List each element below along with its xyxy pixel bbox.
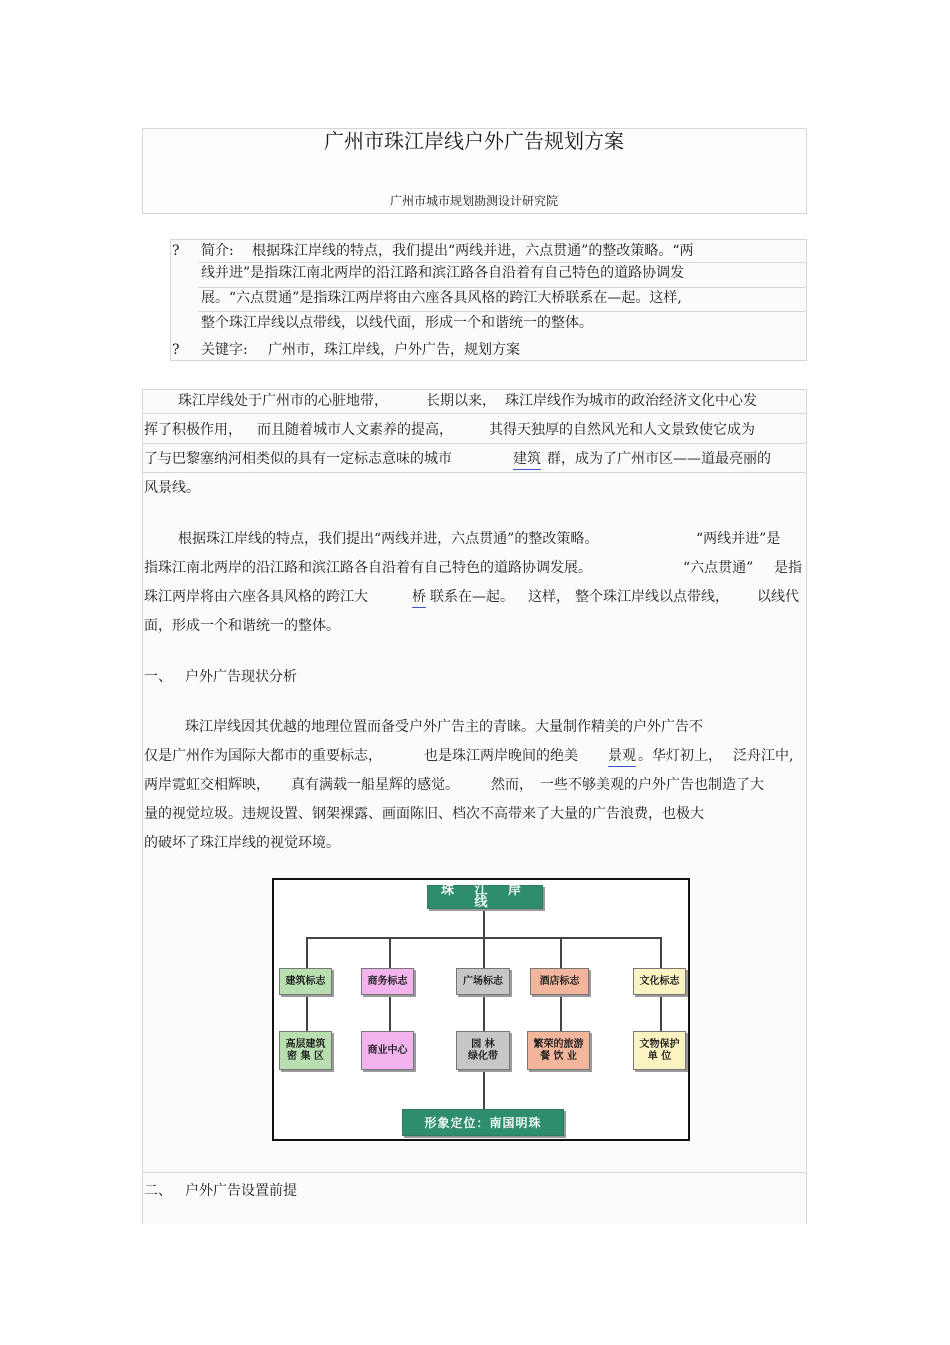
intro-line: 根据珠江岸线的特点，我们提出“两线并进，六点贯通”的整改策略。“两 <box>252 243 694 259</box>
diagram-category-node: 建筑标志 <box>279 968 332 995</box>
paragraph-text: “两线并进”是 <box>696 531 781 547</box>
paragraph-text: 然而， <box>491 777 533 793</box>
divider <box>142 472 807 473</box>
connector-line <box>483 910 485 938</box>
diagram-detail-node: 园 林 绿化带 <box>456 1031 510 1070</box>
paragraph-text: 泛舟江中, <box>733 748 794 764</box>
section-heading: 户外广告现状分析 <box>185 669 297 685</box>
paragraph-text: 两岸霓虹交相辉映， <box>144 777 270 793</box>
divider <box>142 443 807 444</box>
paragraph-text: 其得天独厚的自然风光和人文景致使它成为 <box>489 422 755 438</box>
page-title: 广州市珠江岸线户外广告规划方案 <box>324 129 624 153</box>
diagram-root-node: 珠 江 岸 线 <box>427 885 543 909</box>
structure-diagram <box>272 878 690 1141</box>
hyperlink-building[interactable]: 建筑 <box>513 450 541 470</box>
paragraph-text: 风景线。 <box>144 480 200 496</box>
diagram-category-node: 文化标志 <box>633 968 686 995</box>
divider <box>142 1172 807 1173</box>
paragraph-text: 了与巴黎塞纳河相类似的具有一定标志意味的城市 <box>144 451 452 467</box>
keywords-label: 关键字: <box>201 342 248 358</box>
diagram-detail-node: 高层建筑 密 集 区 <box>279 1031 332 1070</box>
connector-line <box>660 937 662 969</box>
hyperlink-bridge[interactable]: 桥 <box>412 588 426 608</box>
section-number: 一、 <box>144 669 172 685</box>
paragraph-text: 根据珠江岸线的特点，我们提出“两线并进，六点贯通”的整改策略。 <box>178 531 599 547</box>
paragraph-text: 珠江岸线处于广州市的心脏地带， <box>178 393 388 409</box>
divider <box>198 262 807 263</box>
paragraph-text: 群，成为了广州市区——道最亮丽的 <box>547 451 771 467</box>
paragraph-text: 以线代 <box>757 589 799 605</box>
hyperlink-landscape[interactable]: 景观 <box>608 747 636 767</box>
diagram-detail-node: 文物保护 单 位 <box>633 1031 686 1070</box>
diagram-positioning-node: 形象定位：南国明珠 <box>402 1109 564 1136</box>
diagram-detail-node: 商业中心 <box>361 1031 414 1070</box>
paragraph-text: 联系在—起。 <box>430 589 514 605</box>
paragraph-text: 的破坏了珠江岸线的视觉环境。 <box>144 835 340 851</box>
paragraph-text: 整个珠江岸线以点带线， <box>575 589 729 605</box>
connector-line <box>389 937 391 969</box>
paragraph-text: 珠江岸线作为城市的政治经济文化中心发 <box>505 393 757 409</box>
connector-line <box>483 937 485 969</box>
paragraph-text: 面，形成一个和谐统一的整体。 <box>144 618 340 634</box>
paragraph-text: 一些不够美观的户外广告也制造了大 <box>540 777 764 793</box>
divider <box>198 311 807 312</box>
paragraph-text: “六点贯通” <box>683 560 754 576</box>
intro-line: 线并进”是指珠江南北两岸的沿江路和滨江路各自沿着有自己特色的道路协调发 <box>201 265 685 281</box>
divider <box>198 287 807 288</box>
paragraph-text: 珠江岸线因其优越的地理位置而备受户外广告主的青睐。大量制作精美的户外广告不 <box>185 719 703 735</box>
paragraph-text: 也是珠江两岸晚间的绝美 <box>424 748 578 764</box>
paragraph-text: 挥了积极作用， <box>144 422 242 438</box>
intro-line: 展。“六点贯通”是指珠江两岸将由六座各具风格的跨江大桥联系在—起。这样, <box>201 290 682 306</box>
paragraph-text: 真有满载一船星辉的感觉。 <box>291 777 459 793</box>
intro-bullet: ? <box>172 243 180 259</box>
paragraph-text: 仅是广州作为国际大都市的重要标志， <box>144 748 382 764</box>
paragraph-text: 而且随着城市人文素养的提高， <box>257 422 453 438</box>
connector-line <box>306 937 308 969</box>
section-heading: 户外广告设置前提 <box>185 1183 297 1199</box>
paragraph-text: 。华灯初上， <box>638 748 722 764</box>
diagram-category-node: 商务标志 <box>361 968 414 995</box>
diagram-detail-node: 繁荣的旅游 餐 饮 业 <box>527 1031 590 1070</box>
diagram-category-node: 酒店标志 <box>530 968 589 995</box>
paragraph-text: 量的视觉垃圾。违规设置、钢架裸露、画面陈旧、档次不高带来了大量的广告浪费，也极大 <box>144 806 704 822</box>
intro-line: 整个珠江岸线以点带线，以线代面，形成一个和谐统一的整体。 <box>201 315 593 331</box>
section-number: 二、 <box>144 1183 172 1199</box>
institute-name: 广州市城市规划勘测设计研究院 <box>389 194 558 208</box>
connector-line <box>560 937 562 969</box>
paragraph-text: 指珠江南北两岸的沿江路和滨江路各自沿着有自己特色的道路协调发展。 <box>144 560 592 576</box>
paragraph-text: 长期以来， <box>426 393 496 409</box>
keywords-bullet: ? <box>172 342 180 358</box>
paragraph-text: 珠江两岸将由六座各具风格的跨江大 <box>144 589 368 605</box>
paragraph-text: 这样， <box>528 589 570 605</box>
divider <box>142 413 807 414</box>
connector-line <box>306 994 308 1032</box>
connector-line <box>389 994 391 1032</box>
diagram-category-node: 广场标志 <box>456 968 510 995</box>
connector-line <box>483 994 485 1032</box>
connector-line <box>560 994 562 1032</box>
connector-line <box>660 994 662 1032</box>
keywords-text: 广州市，珠江岸线，户外广告，规划方案 <box>268 342 520 358</box>
connector-line <box>483 1070 485 1110</box>
paragraph-text: 是指 <box>774 560 802 576</box>
intro-label: 简介: <box>201 243 234 259</box>
